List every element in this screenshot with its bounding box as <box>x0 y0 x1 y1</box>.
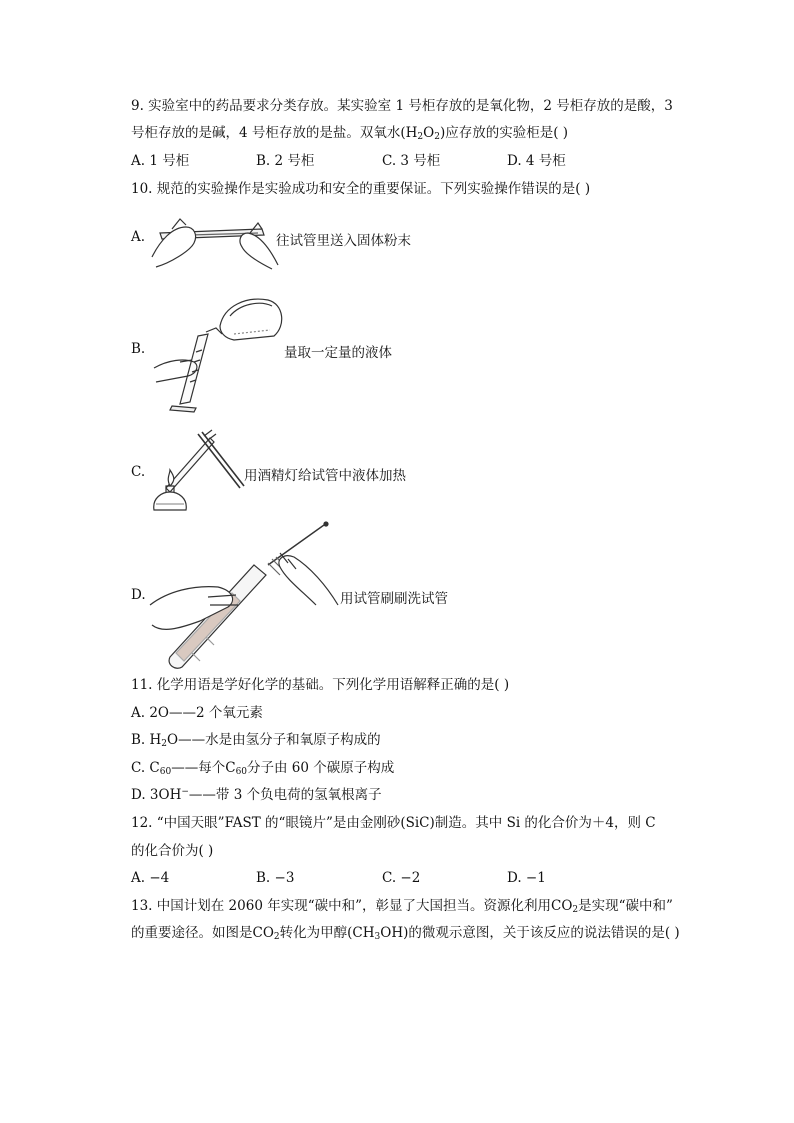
q10-option-a-label[interactable]: A. <box>131 229 146 245</box>
q13-stem-line1: 13. 中国计划在 2060 年实现“碳中和”，彰显了大国担当。资源化利用$CO_2$是实现“碳中和” <box>131 898 673 915</box>
graduated-cylinder-illustration <box>150 276 290 416</box>
q11-option-d[interactable]: D. 3OH−——带 3 个负电荷的氢氧根离子 <box>131 787 382 803</box>
q13-stem-line2: 的重要途径。如图是$CO_2$转化为甲醇$(CH_3OH)$的微观示意图，关于该反应的说法错误的是( ) <box>131 925 680 942</box>
alcohol-lamp-heating-illustration <box>148 428 248 518</box>
q12-option-b[interactable]: B. −3 <box>256 870 295 886</box>
q12-option-d[interactable]: D. −1 <box>507 870 546 886</box>
q10-option-b-label[interactable]: B. <box>131 341 146 357</box>
powder-test-tube-illustration <box>150 205 280 269</box>
q11-option-a[interactable]: A. 2O——2 个氧元素 <box>131 705 263 721</box>
test-tube-brush-illustration <box>148 525 348 670</box>
q9-option-a[interactable]: A. 1 号柜 <box>131 153 190 169</box>
q11-stem: 11. 化学用语是学好化学的基础。下列化学用语解释正确的是( ) <box>131 677 510 693</box>
q9-option-b[interactable]: B. 2 号柜 <box>256 153 315 169</box>
q12-stem-line1: 12. “中国天眼”FAST 的“眼镜片”是由金刚砂(SiC)制造。其中 Si 的化合价为＋4，则 C <box>131 815 656 831</box>
q12-stem-line2: 的化合价为( ) <box>131 843 214 859</box>
q10-option-c-caption: 用酒精灯给试管中液体加热 <box>244 468 406 484</box>
q9-stem-line1: 9. 实验室中的药品要求分类存放。某实验室 1 号柜存放的是氧化物，2 号柜存放的是酸，3 <box>131 98 673 114</box>
q10-stem: 10. 规范的实验操作是实验成功和安全的重要保证。下列实验操作错误的是( ) <box>131 181 591 197</box>
q12-option-a[interactable]: A. −4 <box>131 870 170 886</box>
q9-option-c[interactable]: C. 3 号柜 <box>382 153 441 169</box>
q10-option-c-label[interactable]: C. <box>131 464 146 480</box>
q9-stem-line2: 号柜存放的是碱，4 号柜存放的是盐。双氧水$(H_2O_2)$应存放的实验柜是( ) <box>131 125 569 142</box>
q11-option-b[interactable]: B. $H_2O——$水是由氢分子和氧原子构成的 <box>131 732 381 749</box>
q10-option-d-label[interactable]: D. <box>131 587 146 603</box>
q9-option-d[interactable]: D. 4 号柜 <box>507 153 566 169</box>
q12-option-c[interactable]: C. −2 <box>382 870 421 886</box>
q10-option-b-caption: 量取一定量的液体 <box>284 345 392 361</box>
q10-option-a-caption: 往试管里送入固体粉末 <box>276 233 411 249</box>
q10-option-d-caption: 用试管刷刷洗试管 <box>340 591 448 607</box>
q11-option-c[interactable]: C. $C_{60}——$每个$C_{60}$分子由 60 个碳原子构成 <box>131 760 395 777</box>
